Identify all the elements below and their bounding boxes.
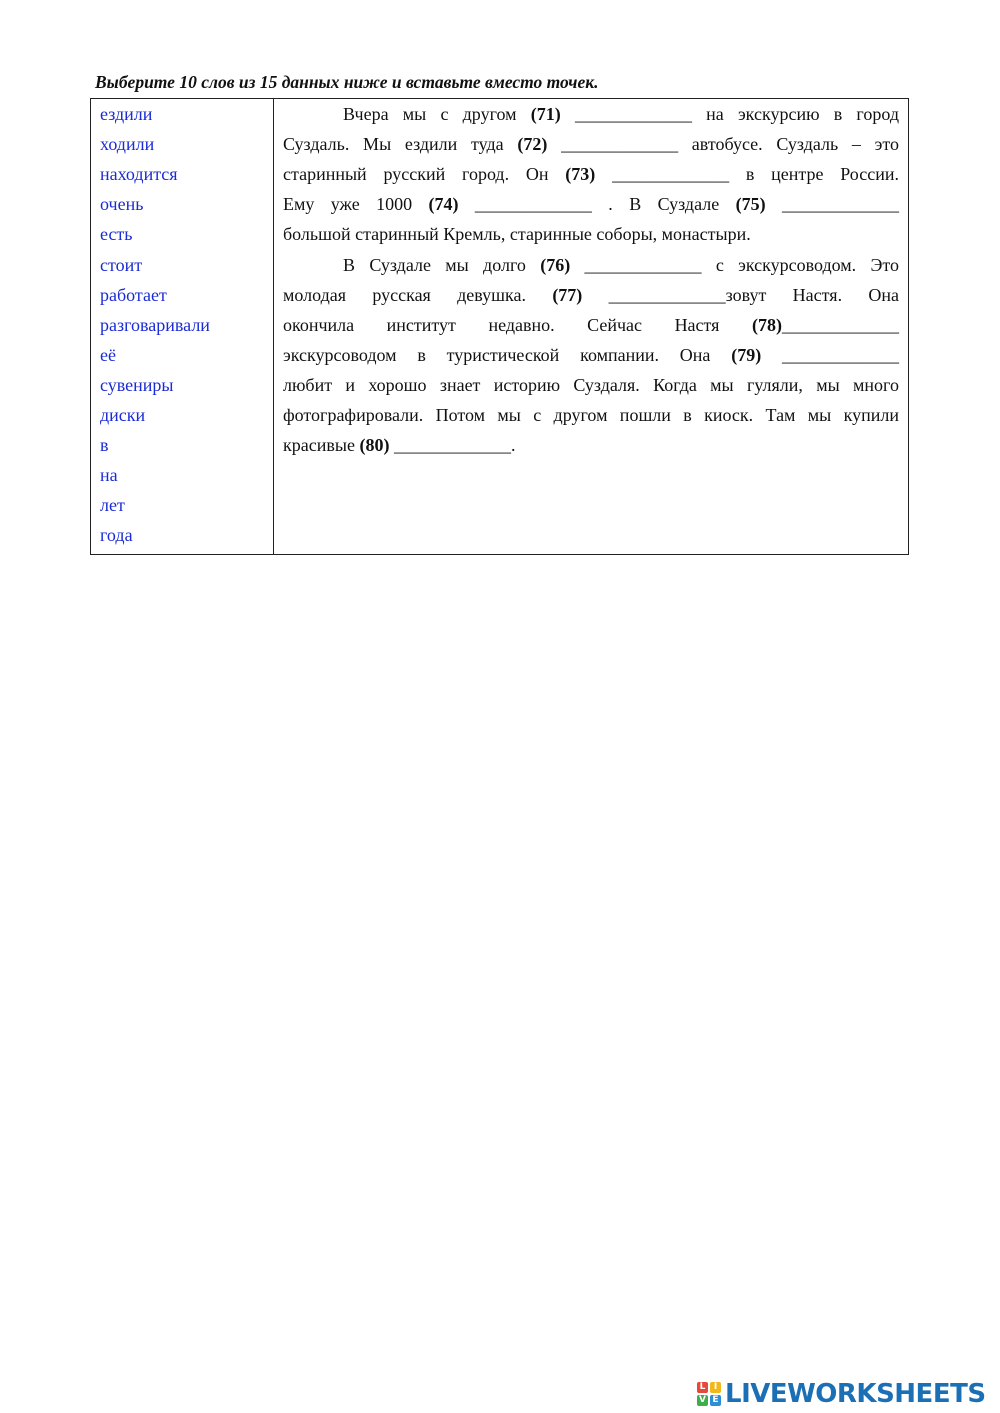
passage-text: фотографировали. Потом мы с другом пошли в киоск. Там мы купили <box>283 405 899 425</box>
passage-text: _____________ <box>765 194 899 215</box>
passage-text: _____________ . В Суздале <box>458 194 736 215</box>
passage-line <box>283 285 899 305</box>
passage-text: большой старинный Кремль, старинные соборы, монастыри. <box>283 224 751 245</box>
passage-text: _____________ на экскурсию в город <box>560 104 899 124</box>
logo-mark-letter: E <box>710 1395 721 1406</box>
word-bank-item[interactable]: года <box>100 525 133 546</box>
blank-number[interactable]: (80) <box>359 435 390 456</box>
word-bank-item[interactable]: в <box>100 435 109 456</box>
logo-mark-letter: L <box>697 1382 708 1393</box>
passage-line <box>283 345 899 365</box>
passage-text: _____________ <box>761 344 899 365</box>
word-bank-item[interactable]: находится <box>100 164 178 185</box>
blank-number[interactable]: (76) <box>540 254 571 275</box>
word-bank-item[interactable]: ездили <box>100 104 153 124</box>
blank-number[interactable]: (71) <box>530 104 561 124</box>
blank-number[interactable]: (74) <box>428 194 459 215</box>
passage <box>274 99 910 554</box>
passage-text: _____________ автобусе. Суздаль – это <box>547 134 899 155</box>
logo-mark-letter: I <box>710 1382 721 1393</box>
passage-line <box>283 435 899 455</box>
word-bank-item[interactable]: есть <box>100 224 133 245</box>
blank-number[interactable]: (73) <box>565 164 596 185</box>
passage-text: экскурсоводом в туристической компании. Она <box>283 344 732 365</box>
passage-text: _____________ с экскурсоводом. Это <box>570 254 900 275</box>
word-bank <box>91 99 274 554</box>
passage-text: _____________ <box>782 314 899 335</box>
word-bank-item[interactable]: диски <box>100 405 146 425</box>
passage-line <box>283 315 899 335</box>
passage-text: _____________. <box>389 435 516 456</box>
word-bank-item[interactable]: разговаривали <box>100 314 210 335</box>
passage-line <box>283 405 899 425</box>
blank-number[interactable]: (77) <box>552 284 583 305</box>
passage-line <box>283 375 899 395</box>
word-bank-item[interactable]: стоит <box>100 254 143 275</box>
logo-mark-icon <box>697 1382 721 1406</box>
word-bank-item[interactable]: ходили <box>100 134 155 155</box>
passage-line <box>343 104 899 124</box>
passage-text: Ему уже 1000 <box>283 194 429 215</box>
word-bank-item[interactable]: лет <box>100 495 125 516</box>
word-bank-item[interactable]: работает <box>100 284 167 305</box>
passage-text: любит и хорошо знает историю Суздаля. Когда мы гуляли, мы много <box>283 374 899 395</box>
passage-text: _____________ в центре России. <box>595 164 899 185</box>
blank-number[interactable]: (72) <box>517 134 548 155</box>
logo-text: LIVEWORKSHEETS <box>725 1379 986 1409</box>
blank-number[interactable]: (79) <box>731 344 762 365</box>
passage-text: _____________зовут Настя. Она <box>582 284 899 305</box>
passage-line <box>283 134 899 154</box>
passage-text: окончила институт недавно. Сейчас Настя <box>283 314 752 335</box>
passage-text: красивые <box>283 435 360 456</box>
word-bank-item[interactable]: сувениры <box>100 374 174 395</box>
blank-number[interactable]: (75) <box>735 194 766 215</box>
passage-line <box>343 255 899 275</box>
passage-text: молодая русская девушка. <box>283 284 553 305</box>
word-bank-item[interactable]: очень <box>100 194 144 215</box>
passage-line <box>283 164 899 184</box>
liveworksheets-logo <box>697 1378 986 1410</box>
blank-number[interactable]: (78) <box>752 314 782 335</box>
word-bank-item[interactable]: её <box>100 344 116 365</box>
instruction-heading: Выберите 10 слов из 15 данных ниже и вставьте вместо точек. <box>95 72 599 92</box>
passage-text: В Суздале мы долго <box>343 254 541 275</box>
passage-line <box>283 194 899 214</box>
passage-text: Суздаль. Мы ездили туда <box>283 134 518 155</box>
passage-text: Вчера мы с другом <box>343 104 531 124</box>
exercise-table <box>90 98 909 555</box>
logo-mark-letter: V <box>697 1395 708 1406</box>
passage-line <box>283 224 899 244</box>
word-bank-item[interactable]: на <box>100 465 118 486</box>
passage-text: старинный русский город. Он <box>283 164 566 185</box>
